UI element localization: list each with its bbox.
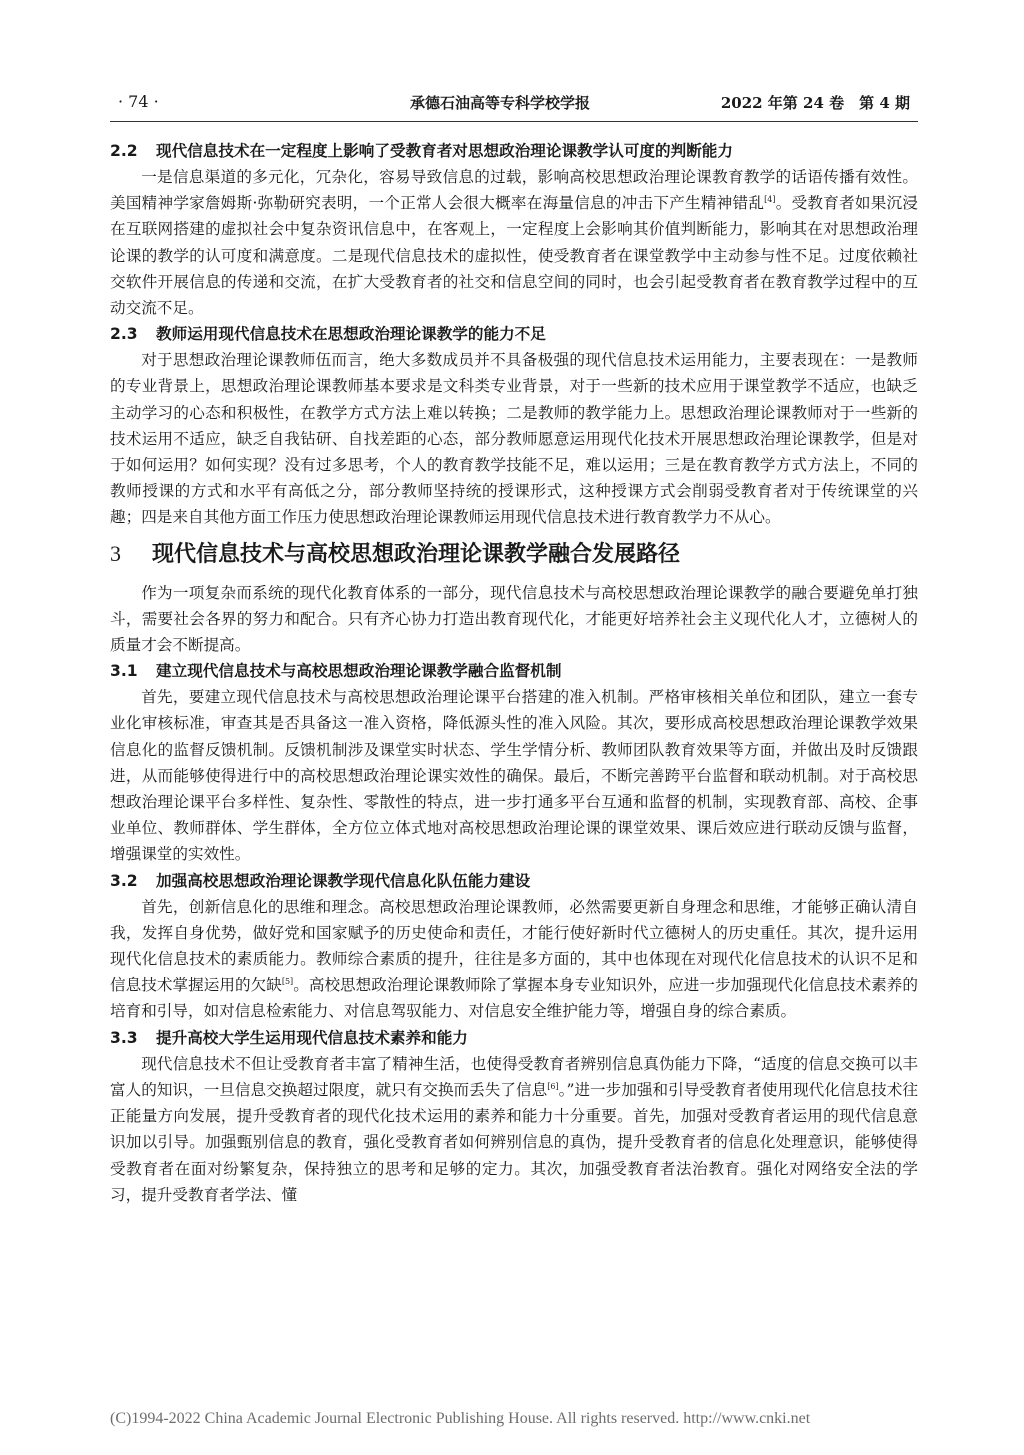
- chapter-title: 现代信息技术与高校思想政治理论课教学融合发展路径: [152, 541, 681, 567]
- issue-info: 2022 年第 24 卷 第 4 期: [720, 94, 910, 112]
- chapter-heading-3: [110, 537, 918, 572]
- paragraph: 一是信息渠道的多元化，冗杂化，容易导致信息的过载，影响高校思想政治理论课教育教学的话语传播有效性。美国精神学家詹姆斯·弥勒研究表明，一个正常人会很大概率在海量信息的冲击下产生精神错乱[4]。受教育者如果沉浸在互联网搭建的虚拟社会中复杂资讯信息中，在客观上，一定程度上会影响其价值判断能力，影响其在对思想政治理论课的教学的认可度和满意度。二是现代信息技术的虚拟性，使受教育者在课堂教学中主动参与性不足。过度依赖社交软件开展信息的传递和交流，在扩大受教育者的社交和信息空间的同时，也会引起受教育者在教育教学过程中的互动交流不足。: [110, 168, 918, 318]
- page-number: · 74 ·: [118, 92, 159, 111]
- citation-ref[interactable]: [5]: [281, 977, 294, 987]
- section-title: 建立现代信息技术与高校思想政治理论课教学融合监督机制: [156, 662, 562, 681]
- copyright-footer: (C)1994-2022 China Academic Journal Electronic Publishing House. All rights reserved. http://www.cnki.net: [110, 1410, 811, 1427]
- paragraph: 首先，创新信息化的思维和理念。高校思想政治理论课教师，必然需要更新自身理念和思维，才能够正确认清自我，发挥自身优势，做好党和国家赋予的历史使命和责任，才能行使好新时代立德树人的历史重任。其次，提升运用现代化信息技术的素质能力。教师综合素质的提升，往往是多方面的，其中也体现在对现代化信息技术的认识不足和信息技术掌握运用的欠缺[5]。高校思想政治理论课教师除了掌握本身专业知识外，应进一步加强现代化信息技术素养的培育和引导，如对信息检索能力、对信息驾驭能力、对信息安全维护能力等，增强自身的综合素质。: [110, 897, 918, 1021]
- section-heading-3-2: [110, 868, 918, 894]
- paragraph: 现代信息技术不但让受教育者丰富了精神生活，也使得受教育者辨别信息真伪能力下降，“适度的信息交换可以丰富人的知识，一旦信息交换超过限度，就只有交换而丢失了信息[6]。”进一步加强和引导受教育者使用现代化信息技术往正能量方向发展，提升受教育者的现代化技术运用的素养和能力十分重要。首先，加强对受教育者运用的现代信息意识加以引导。加强甄别信息的教育，强化受教育者如何辨别信息的真伪，提升受教育者的信息化处理意识，能够使得受教育者在面对纷繁复杂，保持独立的思考和足够的定力。其次，加强受教育者法治教育。强化对网络安全法的学习，提升受教育者学法、懂: [110, 1054, 918, 1204]
- section-title: 教师运用现代信息技术在思想政治理论课教学的能力不足: [156, 325, 546, 344]
- header-rule: [110, 121, 918, 122]
- section-heading-2-2: [110, 138, 918, 164]
- section-number: 3.1: [110, 662, 138, 681]
- section-number: 3.2: [110, 871, 138, 890]
- citation-ref[interactable]: [4]: [764, 195, 776, 205]
- section-heading-3-1: [110, 658, 918, 684]
- section-title: 现代信息技术在一定程度上影响了受教育者对思想政治理论课教学认可度的判断能力: [156, 142, 733, 160]
- section-number: 2.3: [110, 325, 138, 344]
- chapter-number: 3: [110, 540, 121, 566]
- paragraph: 对于思想政治理论课教师伍而言，绝大多数成员并不具备极强的现代信息技术运用能力，主要表现在：一是教师的专业背景上，思想政治理论课教师基本要求是文科类专业背景，对于一些新的技术应用于课堂教学不适应，也缺乏主动学习的心态和积极性，在教学方式方法上难以转换；二是教师的教学能力上。思想政治理论课教师对于一些新的技术运用不适应，缺乏自我钻研、自找差距的心态，部分教师愿意运用现代化技术开展思想政治理论课教学，但是对于如何运用？如何实现？没有过多思考，个人的教育教学技能不足，难以运用；三是在教育教学方式方法上，不同的教师授课的方式和水平有高低之分，部分教师坚持统的授课形式，这种授课方式会削弱受教育者对于传统课堂的兴趣；四是来自其他方面工作压力使思想政治理论课教师运用现代信息技术进行教育教学力不从心。: [110, 351, 918, 527]
- section-title: 提升高校大学生运用现代信息技术素养和能力: [156, 1028, 468, 1047]
- paragraph: 首先，要建立现代信息技术与高校思想政治理论课平台搭建的准入机制。严格审核相关单位和团队，建立一套专业化审核标准，审查其是否具备这一准入资格，降低源头性的准入风险。其次，要形成高校思想政治理论课教学效果信息化的监督反馈机制。反馈机制涉及课堂实时状态、学生学情分析、教师团队教育效果等方面，并做出及时反馈跟进，从而能够使得进行中的高校思想政治理论课实效性的确保。最后，不断完善跨平台监督和联动机制。对于高校思想政治理论课平台多样性、复杂性、零散性的特点，进一步打通多平台互通和监督的机制，实现教育部、高校、企事业单位、教师群体、学生群体，全方位立体式地对高校思想政治理论课的课堂效果、课后效应进行联动反馈与监督，增强课堂的实效性。: [110, 688, 918, 864]
- running-header: [110, 90, 918, 116]
- section-heading-3-3: [110, 1025, 918, 1051]
- section-number: 3.3: [110, 1028, 138, 1047]
- section-title: 加强高校思想政治理论课教学现代信息化队伍能力建设: [156, 871, 531, 890]
- section-number: 2.2: [110, 142, 138, 160]
- journal-title: 承德石油高等专科学校学报: [410, 94, 591, 112]
- section-heading-2-3: [110, 321, 918, 347]
- article-body: [110, 138, 918, 1208]
- citation-ref[interactable]: [6]: [547, 1081, 559, 1091]
- paragraph: 作为一项复杂而系统的现代化教育体系的一部分，现代信息技术与高校思想政治理论课教学的融合要避免单打独斗，需要社会各界的努力和配合。只有齐心协力打造出教育现代化，才能更好培养社会主义现代化人才，立德树人的质量才会不断提高。: [110, 583, 918, 655]
